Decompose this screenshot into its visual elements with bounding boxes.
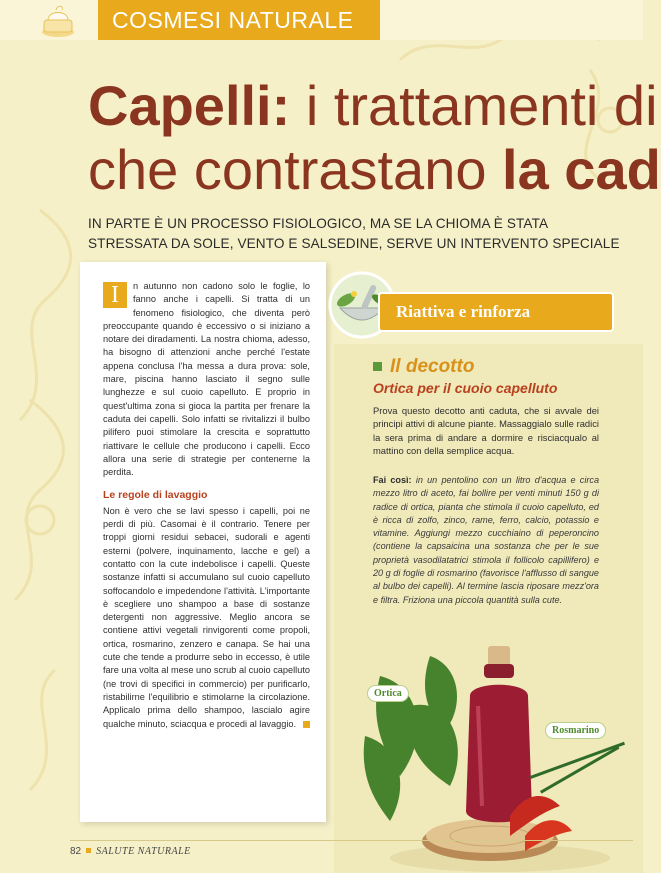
article-paragraph-2 xyxy=(103,505,310,731)
article-paragraph-1 xyxy=(103,280,310,479)
end-square-icon xyxy=(303,721,310,728)
box-title-text: Il decotto xyxy=(390,356,475,377)
section-tag xyxy=(98,0,380,40)
recipe-text: in un pentolino con un litro d'acqua e circa mezzo litro di aceto, fai bollire per venti minuti 150 g di radice di ortica, pianta che stimola il cuoio capelluto, ed è ricca di zolfo, zinco, rame, ferro, calcio, potassio e vitamine. Aggiungi mezzo cucchiaino di peperoncino (contiene la capsaicina una sostanza che per le sue proprietà vasodilatatrici stimola il follicolo capillifero) e 20 g di foglie di rosmarino (favorisce l'afflusso di sangue al bulbo dei capelli). Al termine lascia riposare mezz'ora e filtra. Friziona una piccola quantità sulla cute. xyxy=(373,475,599,605)
subtitle-line-2: STRESSATA DA SOLE, VENTO E SALSEDINE, SERVE UN INTERVENTO SPECIALE xyxy=(88,236,620,251)
tag-ortica: Ortica xyxy=(367,685,409,702)
footer xyxy=(70,846,191,857)
headline-bold-1: Capelli: xyxy=(88,74,291,137)
illustration-bottle-herbs xyxy=(360,636,643,873)
box-recipe xyxy=(373,474,599,607)
headline xyxy=(88,74,661,202)
box-intro: Prova questo decotto anti caduta, che si avvale dei principi attivi di alcune piante. Massaggialo sulle radici la sera prima di andare a dormire e risciacqualo al mattino con della semplice acqua. xyxy=(373,405,599,457)
box-banner xyxy=(378,292,614,332)
subtitle xyxy=(88,214,628,254)
footer-square-icon xyxy=(86,848,91,853)
page-number: 82 xyxy=(70,846,82,857)
tag-rosmarino: Rosmarino xyxy=(545,722,606,739)
box-title xyxy=(373,356,474,378)
footer-line xyxy=(70,840,633,841)
recipe-label: Fai così: xyxy=(373,475,412,485)
article-column xyxy=(103,280,310,731)
jar-cream-icon xyxy=(38,2,78,38)
headline-rest-2: che contrastano xyxy=(88,138,503,201)
drop-cap: I xyxy=(103,282,127,308)
article-p2-text: Non è vero che se lavi spesso i capelli, poi ne perdi di più. Casomai è il contrario. Tenere per troppi giorni residui sebacei, sudorali e agenti esterni (polvere, inquinamento, lacche e gel) a contatto con la cute indebolisce i capelli. Queste sostanze infatti si accumulano sul cuoio capelluto soffocandolo e impedendone l'attività. L'importante è scegliere uno shampoo a base di sostanze detergenti non aggressive. Meglio ancora se contiene attivi vegetali rinvigorenti come propoli, ortica, rosmarino, zenzero e canapa. Se hai una cute che tende a produrre sebo in eccesso, è utile fare una volta al mese uno scrub al cuoio capelluto (ne trovi di specifici in commercio) per purificarlo, ristabilirne l'equilibrio e stimolarne la circolazione. Applicalo prima dello shampoo, lascialo agire qualche minuto, sciacqua e procedi al lavaggio. xyxy=(103,505,310,729)
section-label: COSMESI NATURALE xyxy=(112,7,354,33)
magazine-name: SALUTE NATURALE xyxy=(96,846,191,857)
article-subheading: Le regole di lavaggio xyxy=(103,489,208,502)
headline-rest-1: i trattamenti di xyxy=(290,74,658,137)
article-p1-text: n autunno non cadono solo le foglie, lo fanno anche i capelli. Si tratta di un fenomeno fisiologico, che diventa però preoccupante quando è eccessivo o si iniziano a notare dei diradamenti. La nostra chioma, adesso, ha bisogno di attenzioni anche perché l'estate appena conclusa l'ha messa a dura prova: sole, mare, piscina hanno lasciato il segno sulle lunghezze e sul cuoio capelluto. E proprio in quest'ultima zona si gioca la partita per frenare la caduta dei capelli. Solo infatti se rivitalizzi il bulbo pilifero puoi stimolare la crescita e soprattutto riattivare le cellule che producono i capelli. Ecco allora una serie di strategie per contenerne la perdita. xyxy=(103,281,310,478)
green-square-icon xyxy=(373,362,382,371)
banner-label: Riattiva e rinforza xyxy=(396,302,531,321)
box-subtitle: Ortica per il cuoio capelluto xyxy=(373,380,558,396)
subtitle-line-1: IN PARTE È UN PROCESSO FISIOLOGICO, MA SE LA CHIOMA È STATA xyxy=(88,216,549,231)
headline-bold-2: la cad xyxy=(502,138,661,201)
